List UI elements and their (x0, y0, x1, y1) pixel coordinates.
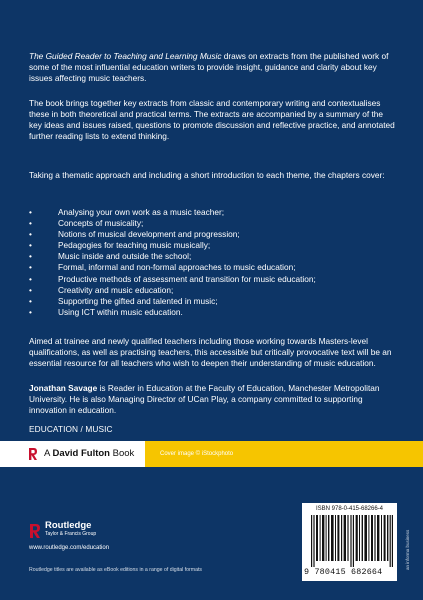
bullet-icon: • (29, 273, 32, 284)
list-item (29, 207, 399, 218)
cover-credit: Cover image © iStockphoto (160, 451, 234, 457)
thematic-paragraph: Taking a thematic approach and including a short introduction to each theme, the chapters cover: (29, 170, 385, 180)
author-bio: is Reader in Education at the Faculty of Education, Manchester Metropolitan University. He is also Managing Director of UCan Play, a company committed to supporting innovation in education. (29, 383, 380, 416)
chapter-text: Creativity and music education; (58, 284, 174, 295)
bullet-icon: • (29, 207, 32, 217)
bullet-icon: • (29, 295, 32, 306)
ebook-note: Routledge titles are available as eBook editions in a range of digital formats (29, 567, 203, 573)
chapter-text: Formal, informal and non-formal approaches to music education; (58, 262, 296, 273)
intro-paragraph (29, 51, 397, 84)
list-item (29, 307, 399, 318)
vertical-side-text: an informa business (405, 529, 410, 570)
chapter-text: Pedagogies for teaching music musically; (58, 240, 211, 251)
imprint-brand: David Fulton (52, 448, 110, 459)
chapter-list (29, 207, 399, 318)
bullet-icon: • (29, 229, 32, 240)
publisher-url: www.routledge.com/education (29, 545, 110, 551)
bullet-icon: • (29, 262, 32, 273)
list-item (29, 240, 399, 251)
list-item (29, 251, 399, 262)
imprint-prefix: A (44, 448, 53, 459)
routledge-logo-icon (29, 523, 41, 539)
chapter-text: Using ICT within music education. (58, 306, 183, 317)
chapter-text: Notions of musical development and progression; (58, 229, 240, 240)
list-item (29, 285, 399, 296)
chapter-text: Productive methods of assessment and transition for music education; (58, 273, 316, 284)
bullet-icon: • (29, 284, 32, 295)
author-name: Jonathan Savage (29, 383, 98, 393)
audience-paragraph: Aimed at trainee and newly qualified teachers including those working towards Masters-level qualifications, as well as practising teachers, this accessible but critically provocative text will be an essential resource for all teachers who wish to deepen their understanding of music education. (29, 336, 392, 369)
extracts-paragraph: The book brings together key extracts from classic and contemporary writing and contextualises these in both theoretical and practical terms. The extracts are accompanied by a summary of the key ideas and issues raised, questions to promote discussion and reflective practice, and annotated further reading lists to extend thinking. (29, 98, 395, 142)
isbn-label: ISBN 978-0-415-68266-4 (315, 506, 384, 512)
barcode-panel (302, 503, 397, 581)
bullet-icon: • (29, 306, 32, 317)
intro-text: draws on extracts from the published work of some of the most influential education writers to provide insight, guidance and clarity about key issues affecting music teachers. (29, 51, 389, 84)
imprint-label (44, 441, 134, 467)
imprint-panel (0, 441, 145, 467)
author-paragraph (29, 383, 397, 416)
list-item (29, 274, 399, 285)
barcode-icon (311, 515, 393, 567)
chapter-text: Supporting the gifted and talented in music; (58, 295, 218, 306)
list-item (29, 262, 399, 273)
list-item (29, 218, 399, 229)
bullet-icon: • (29, 251, 32, 262)
chapter-text: Concepts of musicality; (58, 218, 144, 229)
bullet-icon: • (29, 218, 32, 229)
imprint-suffix: Book (109, 448, 135, 459)
book-title: The Guided Reader to Teaching and Learning Music (29, 51, 222, 61)
routledge-r-icon (28, 447, 38, 461)
list-item (29, 296, 399, 307)
publisher-logo-block (29, 520, 149, 556)
publisher-group: Taylor & Francis Group (45, 531, 97, 537)
bullet-icon: • (29, 240, 32, 251)
chapter-text: Music inside and outside the school; (58, 251, 192, 262)
barcode-digits: 9 780415 682664 (304, 567, 383, 577)
category-label: EDUCATION / MUSIC (29, 424, 113, 434)
chapter-text: Analysing your own work as a music teacher; (58, 207, 225, 217)
list-item (29, 229, 399, 240)
publisher-name: Routledge (45, 520, 92, 531)
